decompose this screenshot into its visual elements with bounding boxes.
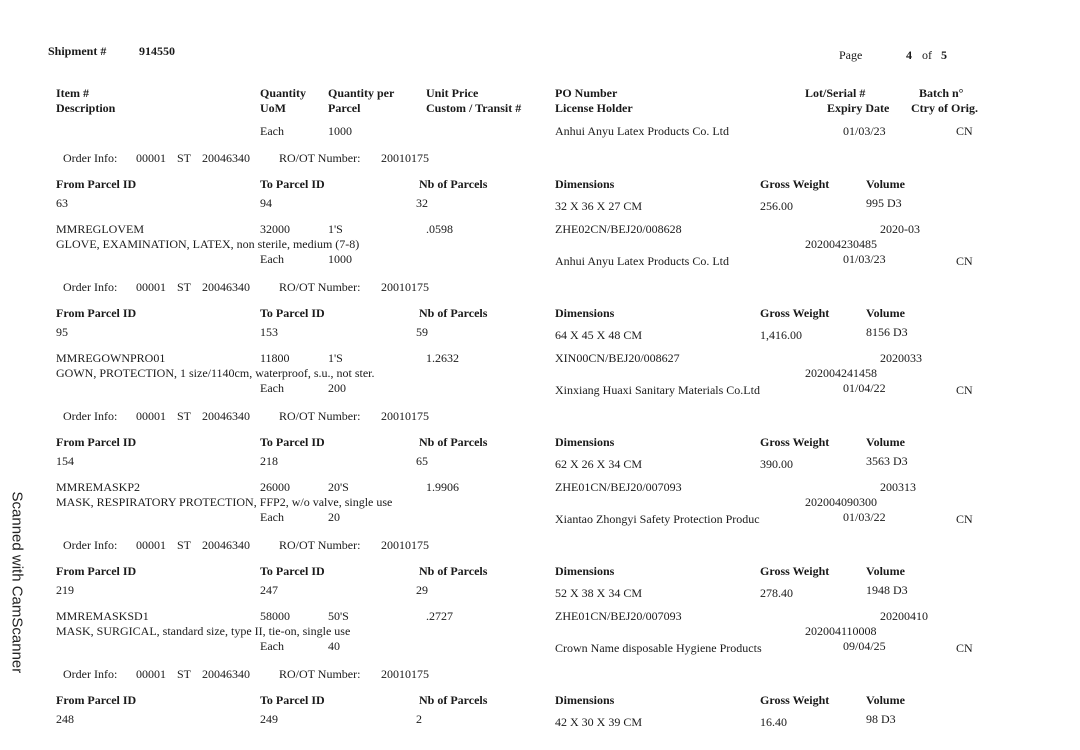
item-code: MMREGOWNPRO01 <box>56 351 166 365</box>
ro-ot-label: RO/OT Number: <box>279 151 361 165</box>
parcel-header-nb: Nb of Parcels <box>419 306 488 320</box>
item-batch: 2020-03 <box>880 222 920 236</box>
item-batch: 20200410 <box>880 609 928 623</box>
country: CN <box>956 124 973 138</box>
ro-ot-number: 20010175 <box>381 667 429 681</box>
order-info-number: 20046340 <box>202 538 250 552</box>
parcel-header-weight: Gross Weight <box>760 693 830 707</box>
parcel-header-from: From Parcel ID <box>56 177 137 191</box>
order-info-number: 20046340 <box>202 280 250 294</box>
order-info-label: Order Info: <box>63 409 118 423</box>
item-country: CN <box>956 254 973 268</box>
parcel-volume: 995 D3 <box>866 196 902 210</box>
col-parcel: Parcel <box>328 101 361 115</box>
order-info-st: ST <box>177 151 192 165</box>
item-po-number: XIN00CN/BEJ20/008627 <box>555 351 680 365</box>
license-holder: Anhui Anyu Latex Products Co. Ltd <box>555 124 729 138</box>
item-po-number: ZHE01CN/BEJ20/007093 <box>555 609 682 623</box>
item-description: GLOVE, EXAMINATION, LATEX, non sterile, medium (7-8) <box>56 237 360 251</box>
item-expiry-date: 01/03/23 <box>843 252 886 266</box>
parcel-header-weight: Gross Weight <box>760 177 830 191</box>
ro-ot-number: 20010175 <box>381 280 429 294</box>
parcel-header-from: From Parcel ID <box>56 564 137 578</box>
item-lot-serial: 202004090300 <box>805 495 877 509</box>
col-expiry: Expiry Date <box>827 101 890 115</box>
parcel-to: 153 <box>260 325 278 339</box>
item-expiry-date: 09/04/25 <box>843 639 886 653</box>
page-current: 4 <box>906 48 912 62</box>
parcel-nb: 2 <box>416 712 422 726</box>
item-qty-per-parcel: 1'S <box>328 222 343 236</box>
parcel-from: 219 <box>56 583 74 597</box>
parcel-header-dimensions: Dimensions <box>555 177 615 191</box>
parcel-nb: 65 <box>416 454 428 468</box>
parcel-dimensions: 62 X 26 X 34 CM <box>555 457 643 471</box>
order-info-label: Order Info: <box>63 280 118 294</box>
parcel-nb: 29 <box>416 583 428 597</box>
parcel-nb: 59 <box>416 325 428 339</box>
item-unit-price: .0598 <box>426 222 453 236</box>
parcel-header-to: To Parcel ID <box>260 306 325 320</box>
col-ctry: Ctry of Orig. <box>911 101 978 115</box>
item-per-parcel: 200 <box>328 381 346 395</box>
parcel-header-nb: Nb of Parcels <box>419 564 488 578</box>
parcel-volume: 8156 D3 <box>866 325 908 339</box>
parcel-volume: 3563 D3 <box>866 454 908 468</box>
item-quantity: 26000 <box>260 480 290 494</box>
page-label: Page <box>839 48 863 62</box>
order-info-code: 00001 <box>136 280 166 294</box>
col-custom-transit: Custom / Transit # <box>426 101 522 115</box>
order-info-code: 00001 <box>136 409 166 423</box>
order-info-st: ST <box>177 538 192 552</box>
item-batch: 200313 <box>880 480 916 494</box>
parcel-header-volume: Volume <box>866 306 905 320</box>
order-info-st: ST <box>177 280 192 294</box>
parcel-header-to: To Parcel ID <box>260 564 325 578</box>
item-qty-per-parcel: 50'S <box>328 609 349 623</box>
order-info-st: ST <box>177 667 192 681</box>
col-description: Description <box>56 101 116 115</box>
parcel-header-to: To Parcel ID <box>260 435 325 449</box>
per-parcel: 1000 <box>328 124 352 138</box>
parcel-header-dimensions: Dimensions <box>555 306 615 320</box>
parcel-from: 63 <box>56 196 68 210</box>
parcel-dimensions: 52 X 38 X 34 CM <box>555 586 643 600</box>
item-qty-per-parcel: 1'S <box>328 351 343 365</box>
col-quantity: Quantity <box>260 86 307 100</box>
shipment-number: 914550 <box>139 44 175 58</box>
col-po-number: PO Number <box>555 86 618 100</box>
page-of: of <box>922 48 932 62</box>
parcel-to: 247 <box>260 583 278 597</box>
order-info-label: Order Info: <box>63 667 118 681</box>
item-po-number: ZHE01CN/BEJ20/007093 <box>555 480 682 494</box>
parcel-weight: 390.00 <box>760 457 793 471</box>
parcel-from: 154 <box>56 454 74 468</box>
item-po-number: ZHE02CN/BEJ20/008628 <box>555 222 682 236</box>
parcel-header-dimensions: Dimensions <box>555 435 615 449</box>
order-info-number: 20046340 <box>202 409 250 423</box>
parcel-header-from: From Parcel ID <box>56 306 137 320</box>
parcel-header-nb: Nb of Parcels <box>419 177 488 191</box>
item-expiry-date: 01/04/22 <box>843 381 886 395</box>
parcel-weight: 256.00 <box>760 199 793 213</box>
item-per-parcel: 40 <box>328 639 340 653</box>
col-batch: Batch n° <box>919 86 964 100</box>
item-uom: Each <box>260 510 284 524</box>
parcel-volume: 1948 D3 <box>866 583 908 597</box>
item-license-holder: Anhui Anyu Latex Products Co. Ltd <box>555 254 729 268</box>
parcel-from: 248 <box>56 712 74 726</box>
item-lot-serial: 202004241458 <box>805 366 877 380</box>
col-unit-price: Unit Price <box>426 86 479 100</box>
parcel-header-weight: Gross Weight <box>760 564 830 578</box>
page-total: 5 <box>941 48 947 62</box>
item-code: MMREMASKSD1 <box>56 609 149 623</box>
item-lot-serial: 202004230485 <box>805 237 877 251</box>
item-uom: Each <box>260 639 284 653</box>
ro-ot-label: RO/OT Number: <box>279 280 361 294</box>
item-license-holder: Crown Name disposable Hygiene Products <box>555 641 762 655</box>
parcel-header-to: To Parcel ID <box>260 177 325 191</box>
parcel-to: 218 <box>260 454 278 468</box>
order-info-number: 20046340 <box>202 151 250 165</box>
order-info-st: ST <box>177 409 192 423</box>
ro-ot-label: RO/OT Number: <box>279 538 361 552</box>
parcel-header-from: From Parcel ID <box>56 435 137 449</box>
order-info-number: 20046340 <box>202 667 250 681</box>
parcel-header-weight: Gross Weight <box>760 306 830 320</box>
order-info-label: Order Info: <box>63 151 118 165</box>
col-item: Item # <box>56 86 89 100</box>
item-quantity: 11800 <box>260 351 290 365</box>
order-info-label: Order Info: <box>63 538 118 552</box>
parcel-header-volume: Volume <box>866 693 905 707</box>
col-lot-serial: Lot/Serial # <box>805 86 866 100</box>
ro-ot-label: RO/OT Number: <box>279 409 361 423</box>
item-quantity: 32000 <box>260 222 290 236</box>
parcel-weight: 16.40 <box>760 715 787 729</box>
item-description: GOWN, PROTECTION, 1 size/1140cm, waterproof, s.u., not ster. <box>56 366 375 380</box>
item-country: CN <box>956 641 973 655</box>
item-code: MMREMASKP2 <box>56 480 141 494</box>
item-description: MASK, SURGICAL, standard size, type II, tie-on, single use <box>56 624 351 638</box>
item-batch: 2020033 <box>880 351 922 365</box>
ro-ot-number: 20010175 <box>381 538 429 552</box>
parcel-header-volume: Volume <box>866 435 905 449</box>
order-info-code: 00001 <box>136 667 166 681</box>
parcel-header-to: To Parcel ID <box>260 693 325 707</box>
item-quantity: 58000 <box>260 609 290 623</box>
parcel-dimensions: 32 X 36 X 27 CM <box>555 199 643 213</box>
expiry-date: 01/03/23 <box>843 124 886 138</box>
item-expiry-date: 01/03/22 <box>843 510 886 524</box>
parcel-header-volume: Volume <box>866 177 905 191</box>
item-qty-per-parcel: 20'S <box>328 480 349 494</box>
item-unit-price: 1.2632 <box>426 351 459 365</box>
ro-ot-label: RO/OT Number: <box>279 667 361 681</box>
parcel-header-weight: Gross Weight <box>760 435 830 449</box>
parcel-weight: 1,416.00 <box>760 328 802 342</box>
item-license-holder: Xinxiang Huaxi Sanitary Materials Co.Ltd <box>555 383 760 397</box>
ro-ot-number: 20010175 <box>381 151 429 165</box>
parcel-volume: 98 D3 <box>866 712 896 726</box>
item-uom: Each <box>260 381 284 395</box>
parcel-header-dimensions: Dimensions <box>555 564 615 578</box>
parcel-header-from: From Parcel ID <box>56 693 137 707</box>
col-license-holder: License Holder <box>555 101 633 115</box>
uom: Each <box>260 124 284 138</box>
parcel-dimensions: 42 X 30 X 39 CM <box>555 715 643 729</box>
parcel-header-dimensions: Dimensions <box>555 693 615 707</box>
order-info-code: 00001 <box>136 151 166 165</box>
item-per-parcel: 20 <box>328 510 340 524</box>
ro-ot-number: 20010175 <box>381 409 429 423</box>
parcel-nb: 32 <box>416 196 428 210</box>
parcel-from: 95 <box>56 325 68 339</box>
parcel-header-nb: Nb of Parcels <box>419 435 488 449</box>
item-license-holder: Xiantao Zhongyi Safety Protection Produc <box>555 512 760 526</box>
item-unit-price: 1.9906 <box>426 480 459 494</box>
item-country: CN <box>956 512 973 526</box>
parcel-to: 94 <box>260 196 272 210</box>
parcel-header-nb: Nb of Parcels <box>419 693 488 707</box>
col-qty-per: Quantity per <box>328 86 395 100</box>
parcel-header-volume: Volume <box>866 564 905 578</box>
order-info-code: 00001 <box>136 538 166 552</box>
camscanner-watermark: Scanned with CamScanner <box>8 491 26 674</box>
item-uom: Each <box>260 252 284 266</box>
parcel-weight: 278.40 <box>760 586 793 600</box>
parcel-to: 249 <box>260 712 278 726</box>
col-uom: UoM <box>260 101 286 115</box>
item-code: MMREGLOVEM <box>56 222 145 236</box>
item-description: MASK, RESPIRATORY PROTECTION, FFP2, w/o valve, single use <box>56 495 393 509</box>
parcel-dimensions: 64 X 45 X 48 CM <box>555 328 643 342</box>
item-lot-serial: 202004110008 <box>805 624 877 638</box>
item-unit-price: .2727 <box>426 609 453 623</box>
item-per-parcel: 1000 <box>328 252 352 266</box>
item-country: CN <box>956 383 973 397</box>
shipment-label: Shipment # <box>48 44 107 58</box>
